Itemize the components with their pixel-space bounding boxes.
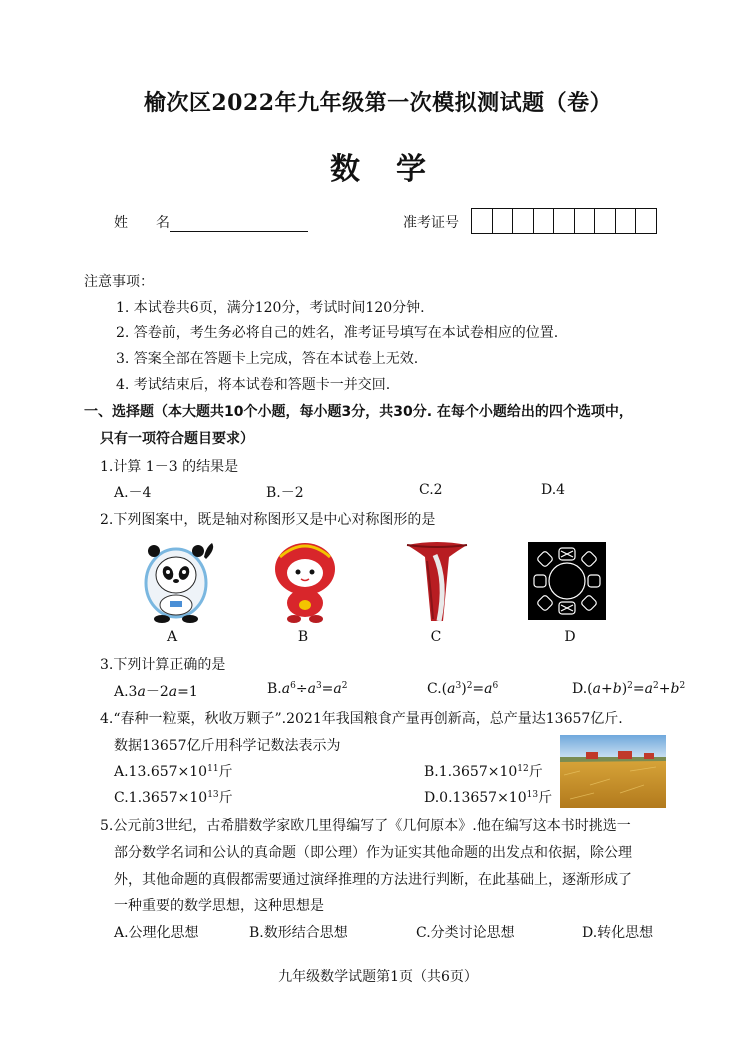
page-footer: 九年级数学试题第1页（共6页）	[278, 969, 478, 985]
exam-id-boxes[interactable]	[471, 208, 657, 234]
lantern-mascot-image[interactable]	[268, 539, 342, 623]
name-input-line[interactable]	[170, 217, 308, 232]
exam-id-box[interactable]	[513, 209, 534, 233]
q5-option-d[interactable]: D.转化思想	[582, 925, 654, 941]
q2-stem: 2.下列图案中，既是轴对称图形又是中心对称图形的是	[100, 512, 436, 528]
exam-id-box[interactable]	[575, 209, 596, 233]
q5-stem-line2: 部分数学名词和公认的真命题（即公理）作为证实其他命题的出发点和依据，除公理	[114, 845, 632, 861]
note-item: 2. 答卷前，考生务必将自己的姓名，准考证号填写在本试卷相应的位置.	[116, 325, 559, 341]
note-item: 1. 本试卷共6页，满分120分，考试时间120分钟.	[116, 300, 425, 316]
exam-id-label: 准考证号	[403, 215, 459, 231]
q3-stem: 3.下列计算正确的是	[100, 657, 226, 673]
q5-stem-line3: 外，其他命题的真假都需要通过演绎推理的方法进行判断，在此基础上，逐渐形成了	[114, 872, 632, 888]
q4-option-b[interactable]: $B.1.3657\times 10^{12}$斤	[424, 764, 543, 780]
exam-id-box[interactable]	[636, 209, 656, 233]
q4-stem-line1: 4.“春种一粒粟，秋收万颗子”.2021年我国粮食产量再创新高，总产量达13657亿斤.	[100, 711, 623, 727]
notes-heading: 注意事项：	[84, 274, 154, 290]
note-item: 3. 答案全部在答题卡上完成，答在本试卷上无效.	[116, 351, 419, 367]
q4-option-a[interactable]: $A.13.657\times 10^{11}$斤	[114, 764, 233, 780]
exam-id-box[interactable]	[472, 209, 493, 233]
q5-option-b[interactable]: B.数形结合思想	[249, 925, 348, 941]
panda-mascot-image[interactable]	[136, 539, 220, 623]
q2-label-b[interactable]: B	[297, 629, 309, 645]
exam-title: 榆次区2022年九年级第一次模拟测试题（卷）	[143, 90, 613, 116]
exam-id-box[interactable]	[595, 209, 616, 233]
q1-option-a[interactable]: A.－4	[114, 485, 152, 501]
q3-option-b[interactable]: $B.a^6\div a^3=a^2$	[267, 681, 348, 697]
q2-label-c[interactable]: C	[430, 629, 442, 645]
q1-option-d[interactable]: D.4	[541, 482, 566, 498]
wheat-field-photo	[560, 735, 666, 808]
q1-option-c[interactable]: C.2	[419, 482, 443, 498]
q2-label-a[interactable]: A	[166, 629, 178, 645]
q5-option-c[interactable]: C.分类讨论思想	[416, 925, 515, 941]
exam-id-box[interactable]	[554, 209, 575, 233]
exam-id-box[interactable]	[616, 209, 637, 233]
subject-title: 数学	[330, 152, 462, 187]
torch-image[interactable]	[405, 541, 469, 623]
name-label: 姓 名	[114, 215, 170, 231]
q5-stem-line1: 5.公元前3世纪，古希腊数学家欧几里得编写了《几何原本》.他在编写这本书时挑选一	[100, 818, 631, 834]
q4-option-c[interactable]: $C.1.3657\times 10^{13}$斤	[114, 790, 233, 806]
section-heading: 一、选择题（本大题共10个小题，每小题3分，共30分. 在每个小题给出的四个选项中，	[84, 404, 633, 420]
exam-id-box[interactable]	[493, 209, 514, 233]
name-field-row	[114, 212, 308, 232]
chinese-knot-pattern-image[interactable]	[528, 542, 606, 620]
q2-label-d[interactable]: D	[564, 629, 576, 645]
q3-option-c[interactable]: $C.(a^3)^2=a^6$	[427, 681, 499, 697]
q5-stem-line4: 一种重要的数学思想，这种思想是	[114, 898, 324, 914]
q4-option-d[interactable]: $D.0.13657\times 10^{13}$斤	[424, 790, 553, 806]
q5-option-a[interactable]: A.公理化思想	[114, 925, 199, 941]
note-item: 4. 考试结束后，将本试卷和答题卡一并交回.	[116, 377, 391, 393]
q3-option-a[interactable]: A.3a－2a=1	[114, 684, 198, 700]
q4-stem-line2: 数据13657亿斤用科学记数法表示为	[114, 738, 341, 754]
q1-option-b[interactable]: B.－2	[266, 485, 304, 501]
q3-option-d[interactable]: $D.(a+b)^2=a^2+b^2$	[572, 681, 686, 697]
section-heading-cont: 只有一项符合题目要求）	[100, 431, 254, 447]
exam-id-box[interactable]	[534, 209, 555, 233]
q1-stem: 1.计算 1－3 的结果是	[100, 459, 239, 475]
